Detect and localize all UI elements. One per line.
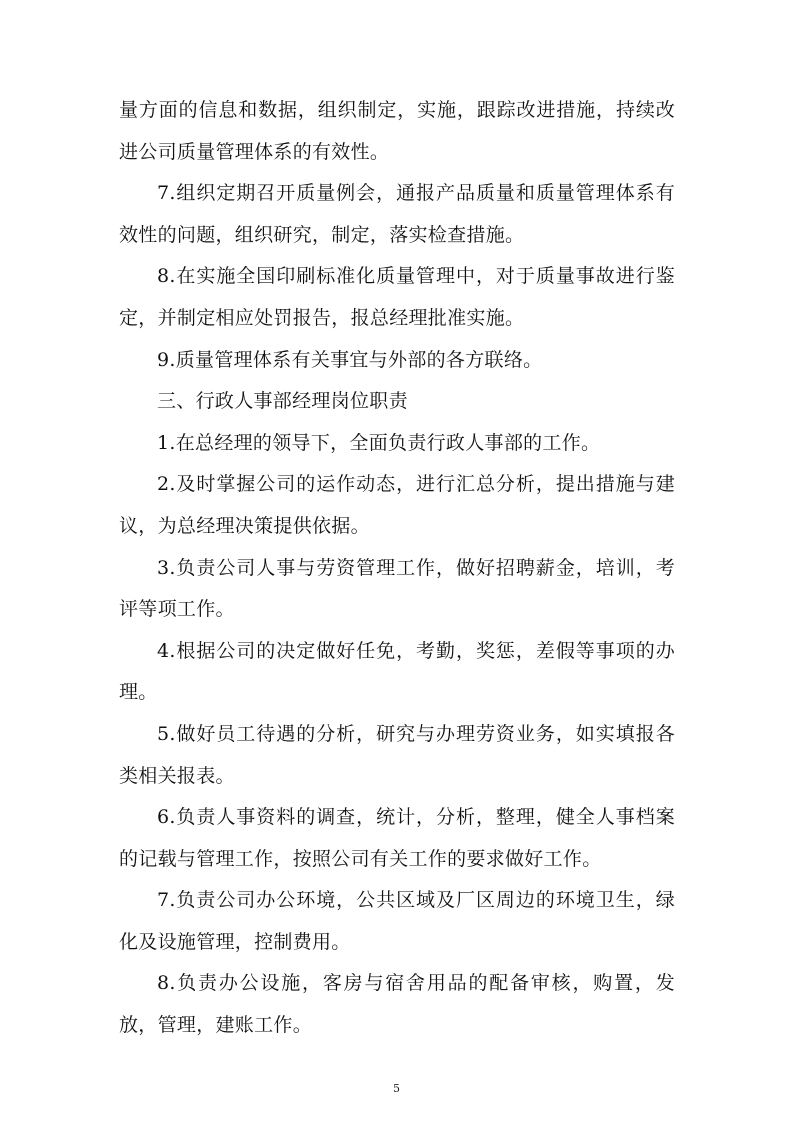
paragraph-hr-item-3: 3.负责公司人事与劳资管理工作，做好招聘薪金，培训，考评等项工作。	[119, 556, 675, 621]
paragraph-quality-item-8: 8.在实施全国印刷标准化质量管理中，对于质量事故进行鉴定，并制定相应处罚报告，报总经理批准实施。	[119, 265, 675, 329]
paragraph-hr-item-4: 4.根据公司的决定做好任免，考勤，奖惩，差假等事项的办理。	[119, 639, 675, 704]
paragraph-hr-item-8: 8.负责办公设施，客房与宿舍用品的配备审核，购置，发放，管理，建账工作。	[119, 972, 675, 1037]
paragraph-hr-item-7: 7.负责公司办公环境，公共区域及厂区周边的环境卫生，绿化及设施管理，控制费用。	[119, 889, 675, 953]
paragraph-hr-item-5: 5.做好员工待遇的分析，研究与办理劳资业务，如实填报各类相关报表。	[119, 722, 675, 787]
paragraph-hr-item-2: 2.及时掌握公司的运作动态，进行汇总分析，提出措施与建议，为总经理决策提供依据。	[119, 473, 675, 537]
paragraph-hr-item-1: 1.在总经理的领导下，全面负责行政人事部的工作。	[157, 431, 601, 454]
page-number: 5	[393, 1082, 400, 1095]
paragraph-quality-continuation: 量方面的信息和数据，组织制定，实施，跟踪改进措施，持续改进公司质量管理体系的有效性。	[119, 99, 675, 163]
document-body	[119, 90, 675, 1047]
paragraph-quality-item-7: 7.组织定期召开质量例会，通报产品质量和质量管理体系有效性的问题，组织研究，制定，落实检查措施。	[119, 182, 675, 246]
section-heading-admin-hr: 三、行政人事部经理岗位职责	[157, 390, 408, 413]
paragraph-hr-item-6: 6.负责人事资料的调查，统计，分析，整理，健全人事档案的记载与管理工作，按照公司有关工作的要求做好工作。	[119, 806, 675, 870]
paragraph-quality-item-9: 9.质量管理体系有关事宜与外部的各方联络。	[157, 348, 543, 371]
